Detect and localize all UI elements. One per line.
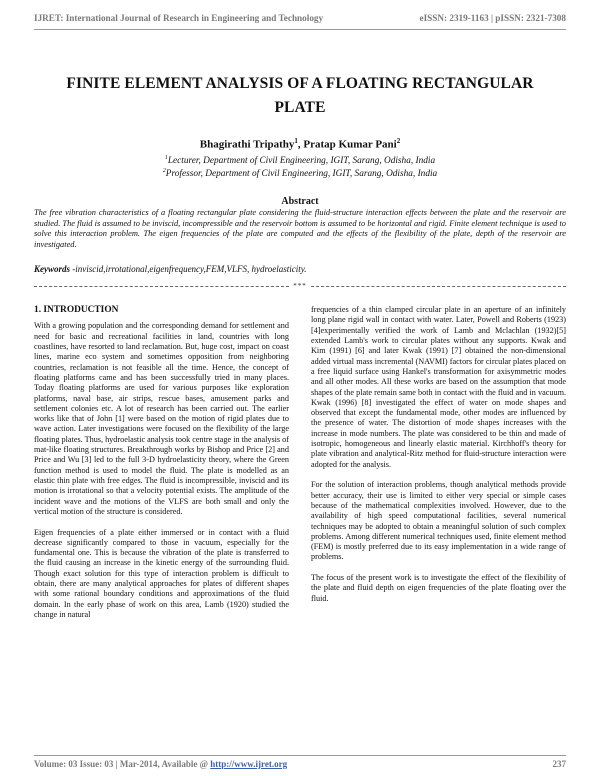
paragraph: frequencies of a thin clamped circular plate in an aperture of an infinitely long plane rigid wall in contact with water. Later, Powell and Roberts (1923) [4]experimentally verified the work of Lamb and Mclachlan (1932)[5] extended Lamb's work to circular plates without any supports. Kwak and Kim (1991) [6] and later Kwak (1991) [7] obtained the non-dimensional added virtual mass incremental (NAVMI) factors for circular plates placed on a free liquid surface using Hankel's transformation for axisymmetric modes and all other modes. All these works are based on the assumption that mode shapes of the plate remain same both in contact with the fluid and in vacuum. Kwak (1996) [8] investigated the effect of water on mode shapes and observed that except the fundamental mode, other modes are influenced by the presence of water. The distortion of mode shapes increases with the increase in mode numbers. The plate was considered to be thin and made of isotropic, homogeneous and linearly elastic material. Kirchhoff's theory for plate vibration and analytical-Ritz method for fluid-structure interaction were adopted for the analysis. bbox=[311, 305, 566, 469]
affiliation-1 bbox=[40, 155, 560, 166]
journal-link[interactable]: http://www.ijret.org bbox=[210, 759, 288, 769]
footer-volume-text: Volume: 03 Issue: 03 | Mar-2014, Available @ bbox=[34, 759, 211, 769]
keywords-label: Keywords bbox=[34, 264, 70, 274]
author-list bbox=[40, 137, 560, 151]
author-1-sup: 1 bbox=[294, 137, 298, 145]
paragraph: Eigen frequencies of a plate either immersed or in contact with a fluid decrease significantly compared to those in vacuum, especially for the fundamental one. This is because the vibration of the plate is transferred to the fluid causing an increase in the kinetic energy of the surrounding fluid. Though exact solution for this type of interaction problem is difficult to obtain, there are many analytical approaches for plates of different shapes with some rational boundary conditions and approximations of the fluid domain. In the early phase of work on this area, Lamb (1920) studied the change in natural bbox=[34, 527, 289, 620]
section-heading-introduction: 1. INTRODUCTION bbox=[34, 305, 119, 315]
left-column bbox=[34, 305, 289, 631]
footer-volume bbox=[34, 759, 287, 769]
paragraph: For the solution of interaction problems, though analytical methods provide better accuracy, their use is limited to either very special or simple cases because of the mathematical complexities involved. However, due to the availability of high speed computational facilities, several numerical techniques may be adopted to obtain a meaningful solution of such complex problems. Among different numerical techniques used, finite element method (FEM) is mostly preferred due to its easy implementation in a wide range of problems. bbox=[311, 480, 566, 562]
footer-rule bbox=[34, 755, 566, 756]
divider-line-left bbox=[34, 286, 289, 287]
right-column bbox=[311, 305, 566, 614]
affiliation-2 bbox=[40, 168, 560, 179]
paragraph: The focus of the present work is to investigate the effect of the flexibility of the plate and fluid depth on eigen frequencies of the plate floating over the fluid. bbox=[311, 573, 566, 603]
author-separator: , bbox=[297, 138, 304, 151]
paragraph: With a growing population and the corresponding demand for settlement and need for basic and recreational facilities in land, countries with long coastlines, have resorted to land reclamation. But, huge cost, impact on coast lines, marine eco system and sometimes opposition from neighboring countries, reclamation is not feasible all the time. Hence, the concept of floating platforms came and has been successfully tried in many places. Today floating platforms are used for various purposes like exploration platforms, naval base, air strips, rescue bases, amusement parks and settlement colonies etc. A lot of research has been carried out. The earlier works like that of John [1] were based on the motion of rigid plates due to wave action. Later investigations were focused on the flexibility of the large floating plates. Thus, hydroelastic analysis took centre stage in the analysis of mat-like floating structures. Breakthrough works by Bishop and Price [2] and Price and Wu [3] led to the full 3-D hydroelasticity theory, where the Green function method is used to model the fluid. The plate is modelled as an elastic thin plate with free edges. The fluid is incompressible, inviscid and its motion is irrotational so that a velocity potential exists. The amplitude of the incident wave and the motions of the VLFS are both small and only the vertical motion of the structure is considered. bbox=[34, 321, 289, 516]
affiliation-2-text: Professor, Department of Civil Engineering, IGIT, Sarang, Odisha, India bbox=[165, 169, 438, 180]
section-divider bbox=[34, 281, 566, 291]
keywords-text: -inviscid,irrotational,eigenfrequency,FEM,VLFS, hydroelasticity. bbox=[70, 264, 307, 274]
paper-title: FINITE ELEMENT ANALYSIS OF A FLOATING RECTANGULAR PLATE bbox=[66, 75, 534, 116]
affiliation-1-text: Lecturer, Department of Civil Engineering, IGIT, Sarang, Odisha, India bbox=[167, 156, 436, 167]
page-number: 237 bbox=[552, 759, 566, 769]
affiliation-1-sup: 1 bbox=[164, 155, 168, 161]
author-2-sup: 2 bbox=[396, 137, 401, 145]
keywords bbox=[34, 264, 566, 274]
abstract-heading: Abstract bbox=[281, 196, 319, 207]
abstract-text: The free vibration characteristics of a floating rectangular plate considering the fluid-structure interaction effects between the plate and the reservoir are studied. The fluid is assumed to be inviscid, incompressible and the reservoir bottom is assumed to be horizontal and rigid. Finite element technique is used to solve this interaction problem. The eigen frequencies of the plate are computed and the effects of the flexibility of the plate, depth of the reservoir are investigated. bbox=[34, 208, 566, 249]
divider-stars: *** bbox=[293, 282, 307, 290]
page-footer bbox=[34, 759, 566, 769]
journal-name: IJRET: International Journal of Research in Engineering and Technology bbox=[34, 13, 324, 23]
running-header bbox=[34, 13, 566, 27]
affiliation-2-sup: 2 bbox=[162, 168, 166, 174]
issn-info: eISSN: 2319-1163 | pISSN: 2321-7308 bbox=[419, 13, 566, 23]
divider-line-right bbox=[311, 286, 566, 287]
author-1-name: Bhagirathi Tripathy bbox=[199, 138, 295, 151]
author-2-name: Pratap Kumar Pani bbox=[303, 138, 397, 151]
header-rule bbox=[34, 29, 566, 30]
